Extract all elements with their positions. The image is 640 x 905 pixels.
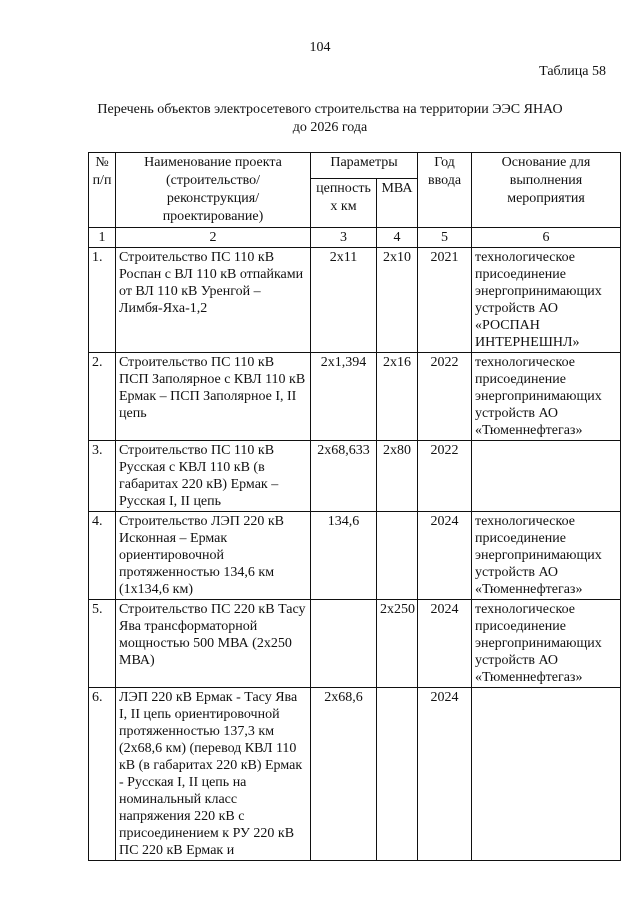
row-year: 2022 [418,441,472,512]
table-row [89,600,621,688]
row-name: Строительство ПС 110 кВ Роспан с ВЛ 110 кВ отпайками от ВЛ 110 кВ Уренгой – Лимбя-Яха-1,2 [116,248,311,353]
header-row [89,153,621,179]
row-name: Строительство ЛЭП 220 кВ Исконная – Ермак ориентировочной протяженностью 134,6 км (1x134,6 км) [116,512,311,600]
row-mva: 2x16 [377,353,418,441]
row-chain-km: 2x68,6 [311,688,377,861]
row-num: 3. [89,441,116,512]
row-num: 6. [89,688,116,861]
row-chain-km: 2x68,633 [311,441,377,512]
row-mva: 2x80 [377,441,418,512]
row-mva [377,688,418,861]
table-row [89,353,621,441]
document-title [60,101,600,137]
page-number: 104 [309,40,331,55]
row-num: 1. [89,248,116,353]
row-year: 2024 [418,512,472,600]
row-mva: 2x10 [377,248,418,353]
row-chain-km [311,600,377,688]
row-year: 2024 [418,688,472,861]
row-basis [472,688,621,861]
row-year: 2021 [418,248,472,353]
header-basis: Основание для выполнения мероприятия [472,153,621,228]
row-num: 5. [89,600,116,688]
table-row [89,512,621,600]
table-row [89,688,621,861]
row-year: 2022 [418,353,472,441]
column-number: 3 [311,228,377,248]
row-basis: технологическое присоединение энергопринимающих устройств АО «РОСПАН ИНТЕРНЕШНЛ» [472,248,621,353]
header-chain-km: цепность х км [311,179,377,228]
header-name: Наименование проекта (строительство/ реконструкция/ проектирование) [116,153,311,228]
row-year: 2024 [418,600,472,688]
header-year: Год ввода [418,153,472,228]
row-chain-km: 134,6 [311,512,377,600]
row-mva: 2x250 [377,600,418,688]
row-basis: технологическое присоединение энергопринимающих устройств АО «Тюменнефтегаз» [472,353,621,441]
row-num: 4. [89,512,116,600]
title-line-1: Перечень объектов электросетевого строительства на территории ЭЭС ЯНАО [97,102,563,117]
row-chain-km: 2x1,394 [311,353,377,441]
row-basis: технологическое присоединение энергопринимающих устройств АО «Тюменнефтегаз» [472,600,621,688]
row-name: Строительство ПС 110 кВ Русская с КВЛ 110 кВ (в габаритах 220 кВ) Ермак – Русская I, II цепь [116,441,311,512]
column-number: 5 [418,228,472,248]
table-label: Таблица 58 [539,64,606,79]
header-num: № п/п [89,153,116,228]
column-number-row [89,228,621,248]
column-number: 2 [116,228,311,248]
title-line-2: до 2026 года [292,120,368,135]
header-params: Параметры [311,153,418,179]
column-number: 4 [377,228,418,248]
row-chain-km: 2x11 [311,248,377,353]
row-name: Строительство ПС 110 кВ ПСП Заполярное с КВЛ 110 кВ Ермак – ПСП Заполярное I, II цепь [116,353,311,441]
table-row [89,248,621,353]
objects-table [88,152,621,861]
row-num: 2. [89,353,116,441]
table-row [89,441,621,512]
column-number: 1 [89,228,116,248]
row-name: Строительство ПС 220 кВ Тасу Ява трансформаторной мощностью 500 МВА (2x250 МВА) [116,600,311,688]
row-basis [472,441,621,512]
header-mva: МВА [377,179,418,228]
row-basis: технологическое присоединение энергопринимающих устройств АО «Тюменнефтегаз» [472,512,621,600]
row-name: ЛЭП 220 кВ Ермак - Тасу Ява I, II цепь ориентировочной протяженностью 137,3 км (2x68,6 км) (перевод КВЛ 110 кВ (в габаритах 220 кВ) Ермак - Русская I, II цепь на номинальный класс напряжения 220 кВ с присоединением к РУ 220 кВ ПС 220 кВ Ермак и [116,688,311,861]
row-mva [377,512,418,600]
column-number: 6 [472,228,621,248]
